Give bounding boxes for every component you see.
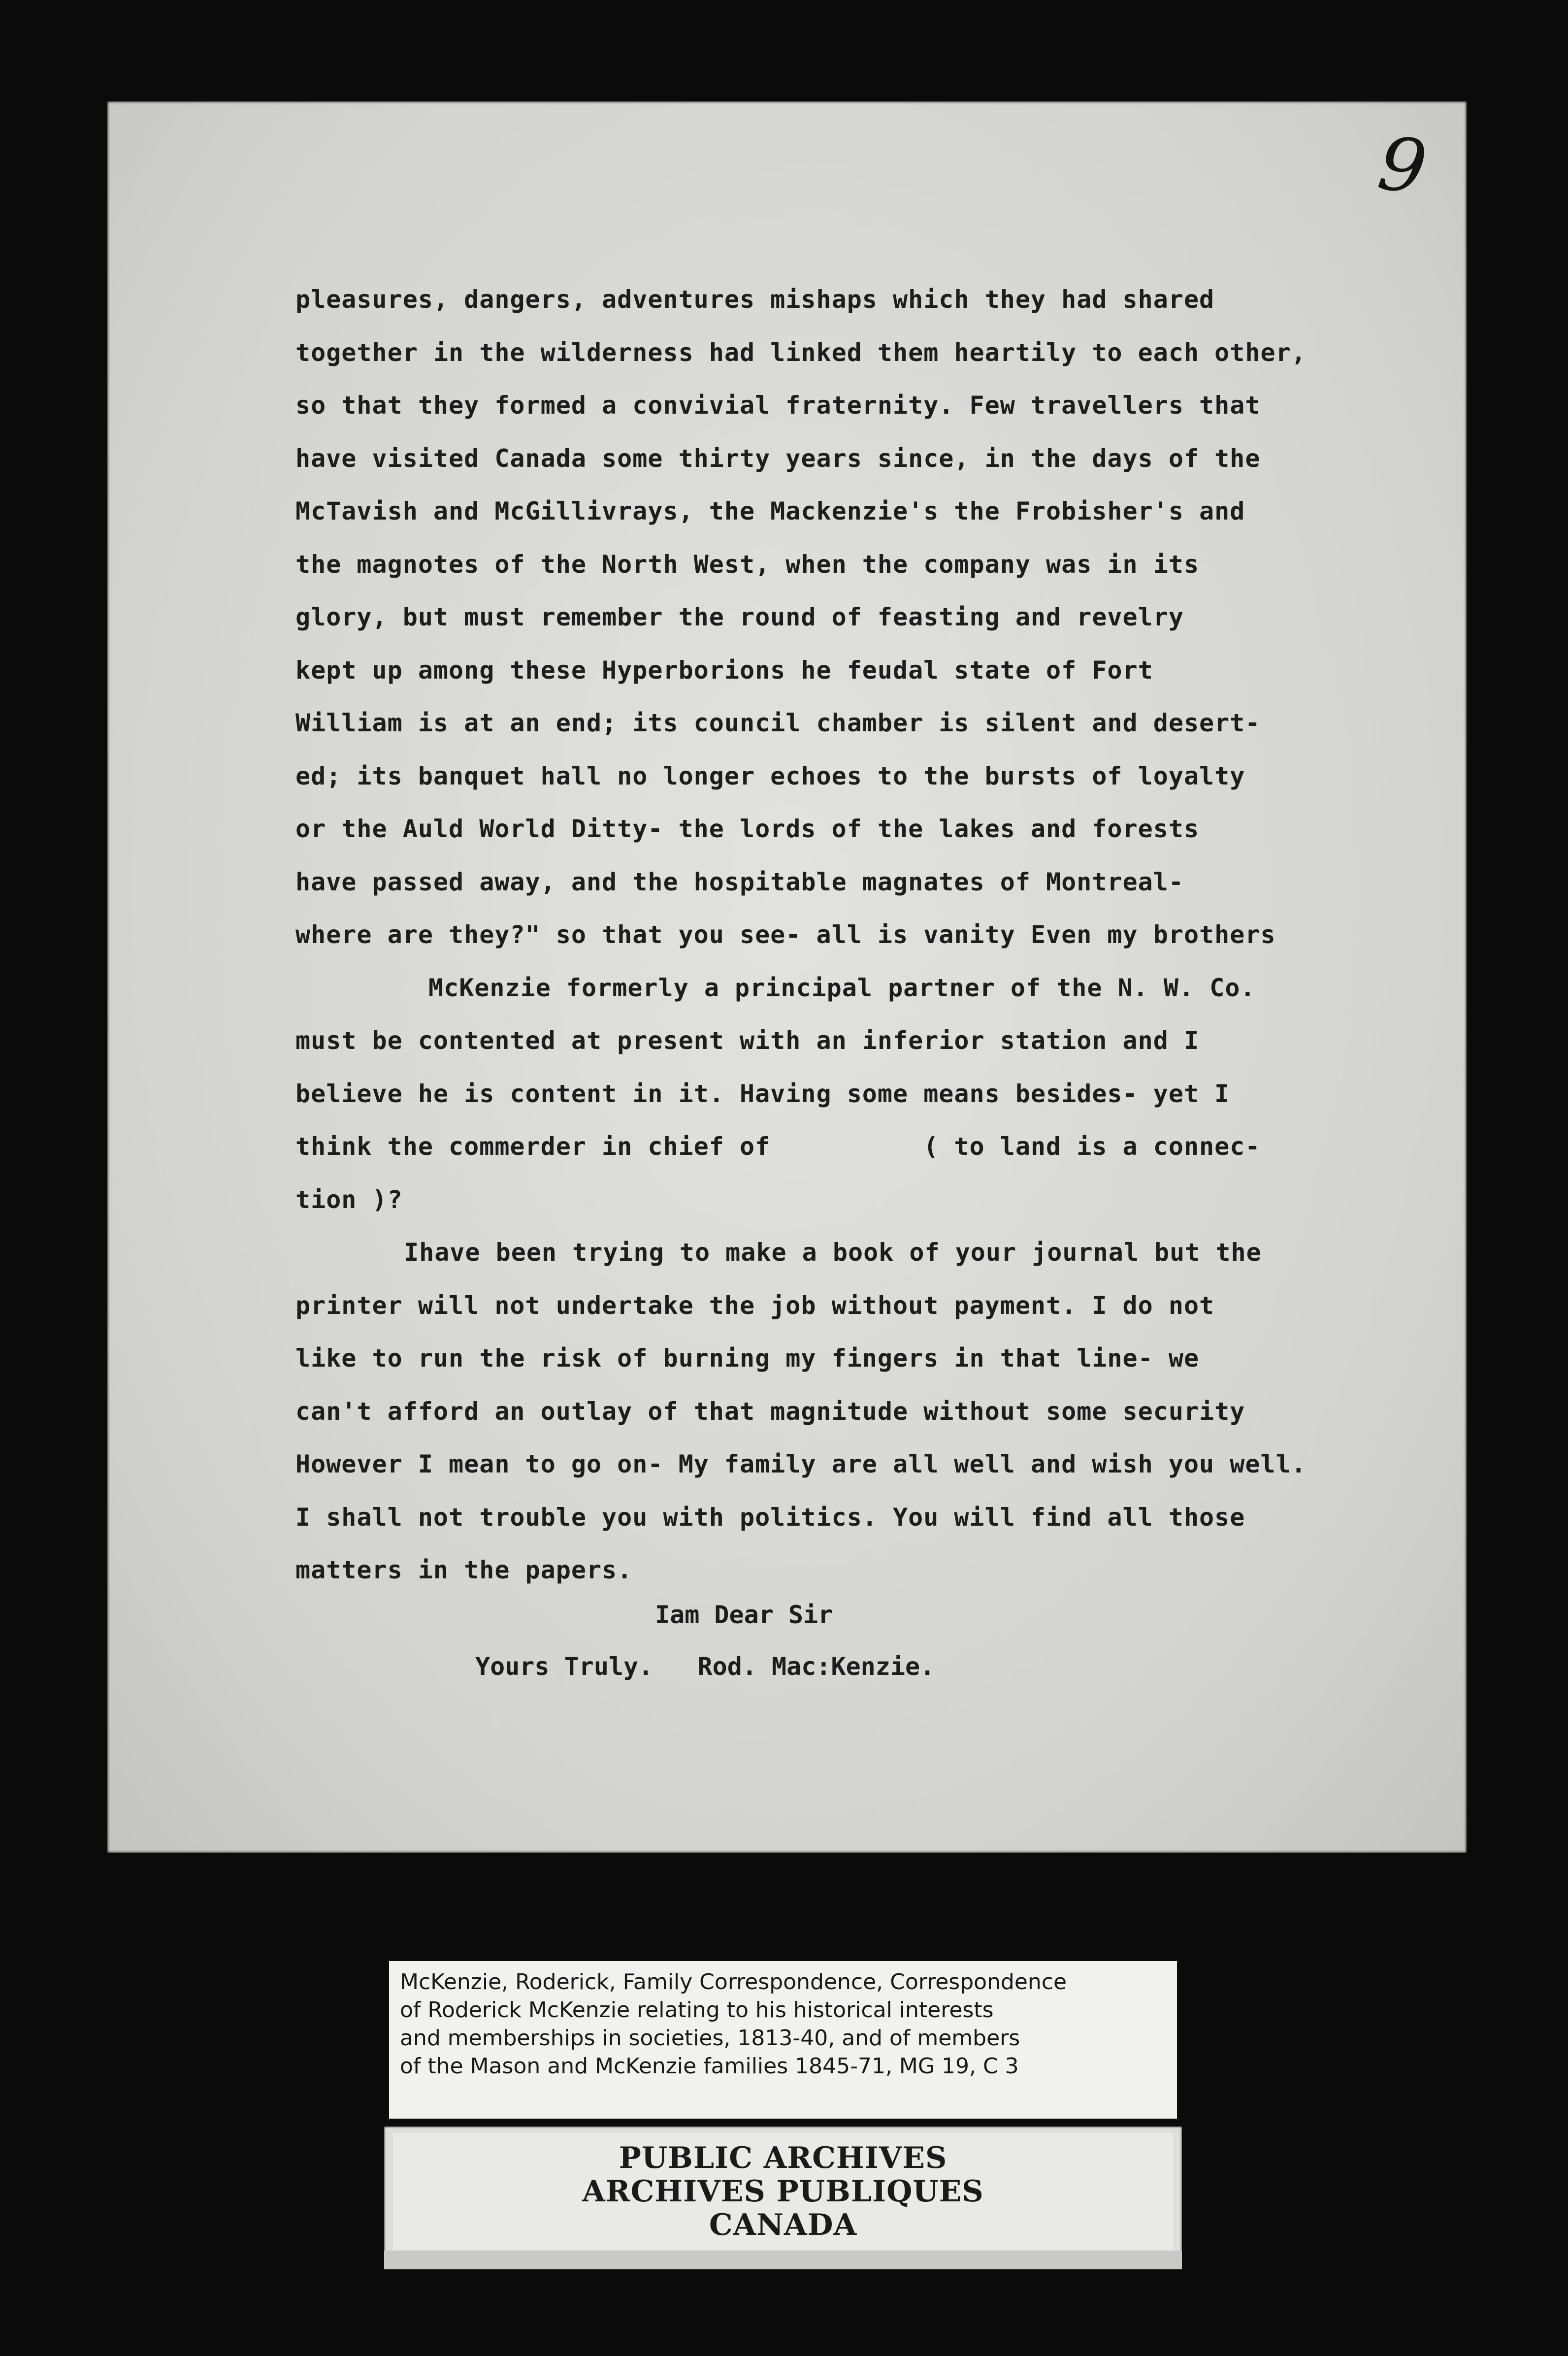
catalog-line: of Roderick McKenzie relating to his historical interests [400, 1997, 994, 2023]
catalog-label [389, 1961, 1177, 2119]
letter-line: think the commerder in chief of ( to land is a connec- [295, 1132, 1261, 1161]
letter-line: so that they formed a convivial fraternity. Few travellers that [295, 391, 1261, 420]
letter-body [295, 273, 1349, 1597]
letter-line: where are they?" so that you see- all is vanity Even my brothers [295, 920, 1276, 949]
letter-signature: Yours Truly. Rod. Mac:Kenzie. [475, 1652, 935, 1681]
letter-line: have passed away, and the hospitable magnates of Montreal- [295, 867, 1184, 896]
letter-line: matters in the papers. [295, 1556, 633, 1584]
letter-closing: Iam Dear Sir [655, 1601, 833, 1629]
letter-line: pleasures, dangers, adventures mishaps which they had shared [295, 285, 1215, 314]
stamp-line: CANADA [709, 2208, 857, 2242]
catalog-line: of the Mason and McKenzie families 1845-71, MG 19, C 3 [400, 2054, 1019, 2079]
stamp-line: ARCHIVES PUBLIQUES [582, 2174, 984, 2209]
letter-line: McTavish and McGillivrays, the Mackenzie's the Frobisher's and [295, 497, 1245, 525]
letter-line: or the Auld World Ditty- the lords of the lakes and forests [295, 815, 1200, 843]
letter-line: William is at an end; its council chamber is silent and desert- [295, 709, 1261, 737]
letter-line: the magnotes of the North West, when the company was in its [295, 550, 1200, 579]
letter-line: believe he is content in it. Having some means besides- yet I [295, 1079, 1230, 1108]
stamp-line: PUBLIC ARCHIVES [619, 2141, 947, 2175]
letter-line: have visited Canada some thirty years since, in the days of the [295, 444, 1261, 473]
catalog-line: McKenzie, Roderick, Family Correspondence, Correspondence [400, 1969, 1067, 1995]
letter-line: tion )? [295, 1185, 403, 1214]
archive-stamp [384, 2127, 1182, 2269]
page-number: 9 [1373, 120, 1432, 212]
letter-line: can't afford an outlay of that magnitude without some security [295, 1397, 1245, 1426]
catalog-line: and memberships in societies, 1813-40, and of members [400, 2026, 1020, 2051]
letter-line: Ihave been trying to make a book of your journal but the [404, 1238, 1262, 1267]
stamp-edge [384, 2251, 1182, 2269]
letter-line: glory, but must remember the round of feasting and revelry [295, 603, 1184, 631]
letter-line: must be contented at present with an inferior station and I [295, 1026, 1200, 1055]
letter-line: kept up among these Hyperborions he feudal state of Fort [295, 655, 1153, 685]
letter-line: ed; its banquet hall no longer echoes to the bursts of loyalty [295, 761, 1245, 790]
letter-line: together in the wilderness had linked them heartily to each other, [295, 338, 1307, 367]
letter-line: printer will not undertake the job without payment. I do not [295, 1291, 1215, 1320]
letter-line: McKenzie formerly a principal partner of the N. W. Co. [428, 973, 1256, 1002]
letter-line: like to run the risk of burning my fingers in that line- we [295, 1344, 1200, 1373]
letter-line: However I mean to go on- My family are all well and wish you well. [295, 1450, 1307, 1478]
letter-line: I shall not trouble you with politics. You will find all those [295, 1503, 1245, 1532]
archive-stamp-text [393, 2133, 1173, 2250]
